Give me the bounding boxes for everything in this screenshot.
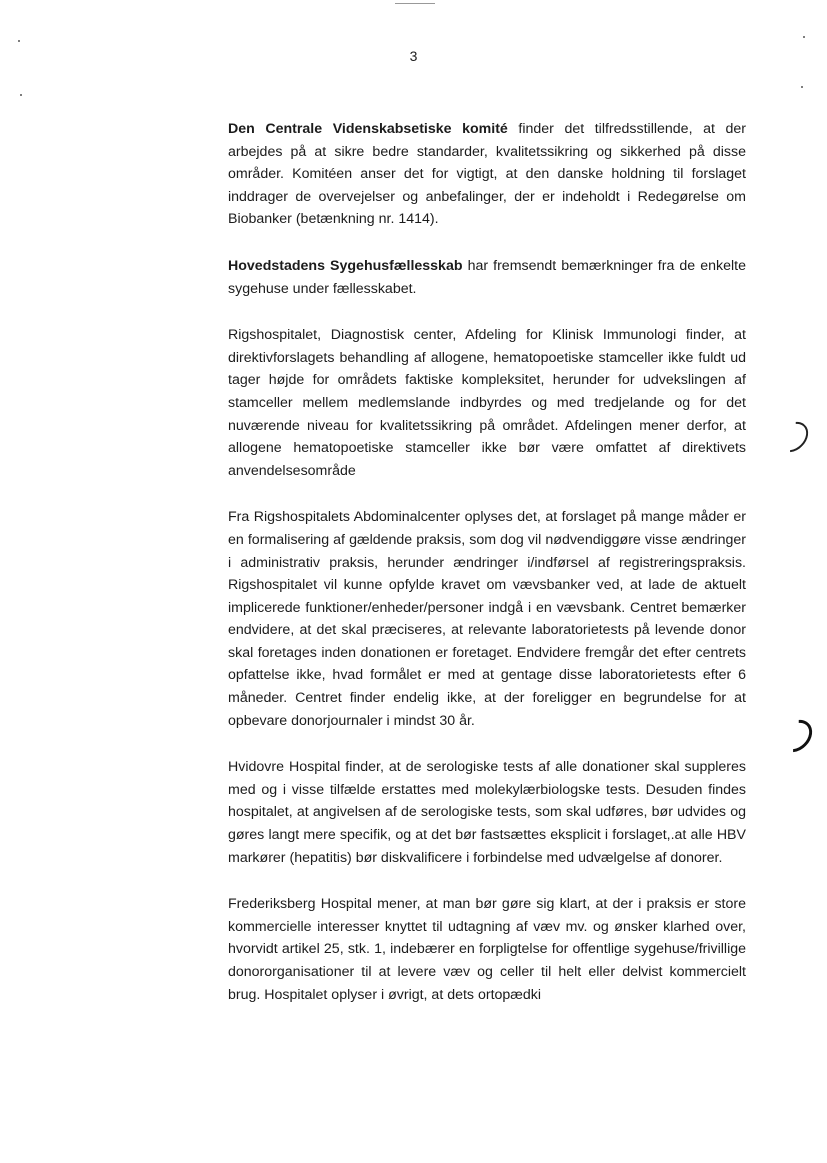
- paragraph-text: har fremsendt bemærkninger fra de enkelte sygehuse under fællesskabet.: [228, 257, 746, 297]
- paragraph: [228, 324, 746, 482]
- scan-speck: [801, 86, 803, 88]
- page-number: 3: [409, 48, 418, 64]
- paragraph-text: Fra Rigshospitalets Abdominalcenter oplyses det, at forslaget på mange måder er en formalisering af gældende praksis, som dog vil nødvendiggøre visse ændringer i administrativ praksis, herunder ændringer i/indførsel af registreringspraksis. Rigshospitalet vil kunne opfylde kravet om vævsbanker ved, at lade de aktuelt implicerede funktioner/enheder/personer indgå i en vævsbank. Centret bemærker endvidere, at det skal præciseres, at relevante laboratorietests på levende donor skal foretages inden donationen er foretaget. Endvidere fremgår det efter centrets opfattelse ikke, hvad formålet er med at gentage disse laboratorietests efter 6 måneder. Centret finder endelig ikke, at der foreligger en begrundelse for at opbevare donorjournaler i mindst 30 år.: [228, 509, 746, 729]
- scan-speck: [20, 94, 22, 96]
- paragraph: [228, 255, 746, 300]
- paragraph: [228, 756, 746, 869]
- paragraph-text: Rigshospitalet, Diagnostisk center, Afdeling for Klinisk Immunologi finder, at direktivforslagets behandling af allogene, hematopoetiske stamceller ikke fuldt ud tager højde for områdets faktiske kompleksitet, herunder for udvekslingen af stamceller mellem medlemslande indbyrdes og med tredjelande og for det nuværende niveau for kvalitetssikring på området. Afdelingen mener derfor, at allogene hematopoetiske stamceller ikke bør være omfattet af direktivets anvendelsesområde: [228, 327, 746, 479]
- paragraph: [228, 506, 746, 732]
- paragraph: [228, 118, 746, 231]
- paragraph-lead: Hovedstadens Sygehusfællesskab: [228, 257, 463, 274]
- punch-hole-mark-icon: [773, 713, 818, 758]
- paragraph: [228, 893, 746, 1006]
- paragraph-lead: Den Centrale Videnskabsetiske komité: [228, 121, 508, 137]
- document-body: [228, 118, 746, 1030]
- punch-hole-mark-icon: [772, 416, 814, 458]
- scan-artifact-line: [395, 3, 435, 4]
- paragraph-text: Hvidovre Hospital finder, at de serologiske tests af alle donationer skal suppleres med og i visse tilfælde erstattes med molekylærbiologske tests. Desuden findes hospitalet, at angivelsen af de serologiske tests, som skal udføres, bør udvides og gøres langt mere specifik, og at det bør fastsættes eksplicit i forslaget,.at alle HBV markører (hepatitis) bør diskvalificere i forbindelse med udvælgelse af donorer.: [228, 759, 746, 866]
- paragraph-text: Frederiksberg Hospital mener, at man bør gøre sig klart, at der i praksis er store kommercielle interesser knyttet til udtagning af væv mv. og ønsker klarhed over, hvorvidt artikel 25, stk. 1, indebærer en forpligtelse for offentlige sygehuse/frivillige donororganisationer til at levere væv og celler til helt eller delvist kommercielt brug. Hospitalet oplyser i øvrigt, at dets ortopædki: [228, 896, 746, 1003]
- scan-speck: [803, 36, 805, 38]
- paragraph-text: finder det tilfredsstillende, at der arbejdes på at sikre bedre standarder, kvalitetssikring og sikkerhed på disse områder. Komitéen anser det for vigtigt, at den danske holdning til forslaget inddrager de overvejelser og anbefalinger, der er indeholdt i Redegørelse om Biobanker (betænkning nr. 1414).: [228, 121, 746, 228]
- scan-speck: [18, 40, 20, 42]
